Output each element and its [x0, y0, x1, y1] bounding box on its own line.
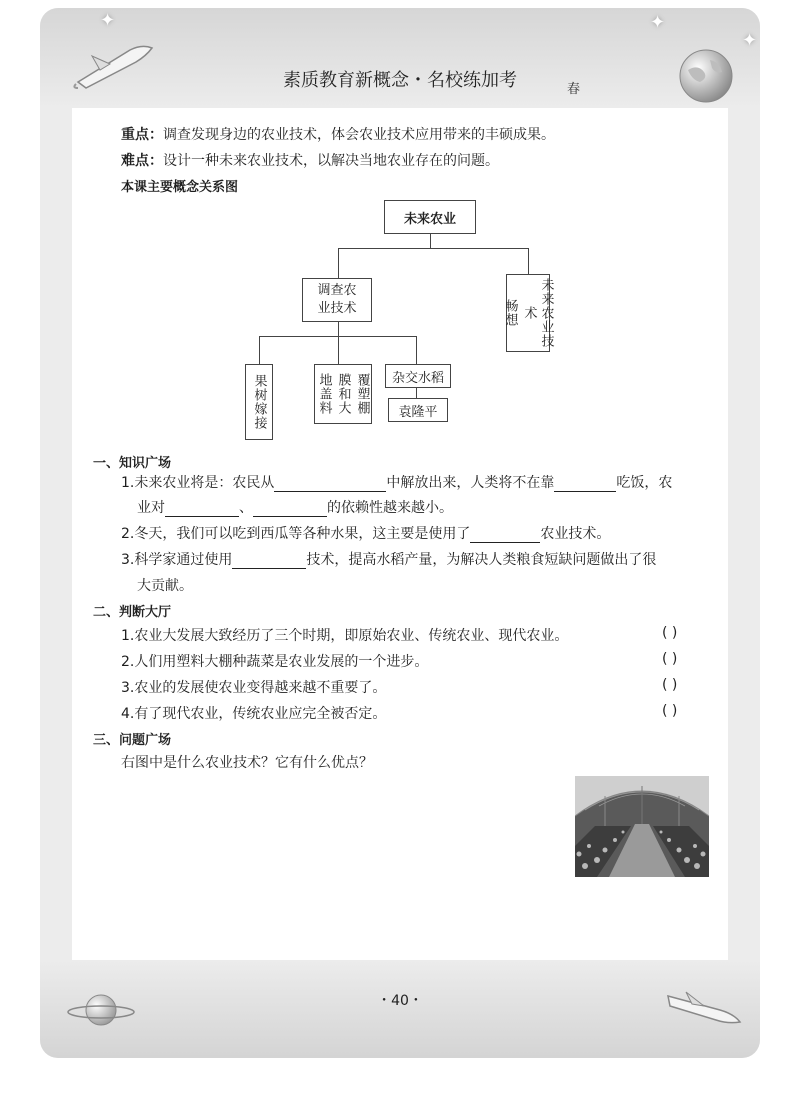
space-shuttle-icon	[664, 984, 744, 1034]
answer-parentheses[interactable]: ( )	[662, 677, 678, 693]
connector	[338, 336, 339, 364]
difficult-point-label: 难点：	[121, 153, 163, 169]
connector	[416, 336, 417, 364]
star-icon: ✦	[100, 10, 116, 31]
concept-survey-technology	[302, 278, 372, 322]
connector	[338, 248, 529, 249]
fill-question-1-line2	[137, 497, 453, 517]
concept-film-col1: 地盖料	[316, 373, 332, 415]
concept-map-title: 本课主要概念关系图	[121, 180, 239, 195]
concept-fruit-text: 果树嫁接	[251, 374, 267, 430]
page-number: ・40・	[377, 993, 423, 1009]
answer-blank[interactable]	[554, 477, 616, 492]
key-point-line	[121, 124, 555, 144]
q3-text-a: 3.科学家通过使用	[121, 552, 233, 568]
star-icon: ✦	[742, 30, 758, 51]
q2-text-b: 农业技术。	[540, 526, 611, 542]
answer-blank[interactable]	[274, 477, 386, 492]
concept-yuan-longping: 袁隆平	[388, 398, 448, 422]
answer-parentheses[interactable]: ( )	[662, 651, 678, 667]
connector	[416, 388, 417, 398]
connector	[338, 322, 339, 336]
key-point-label: 重点：	[121, 127, 163, 143]
connector	[528, 248, 529, 274]
q1-text-b: 中解放出来，人类将不在靠	[386, 475, 555, 491]
q1-text-d: 业对	[137, 500, 165, 516]
q1-text-f: 的依赖性越来越小。	[327, 500, 453, 516]
concept-survey-line1: 调查农	[317, 283, 357, 298]
section-question-square-title: 三、问题广场	[93, 733, 172, 748]
section-judgement-hall-title: 二、判断大厅	[93, 605, 172, 620]
q1-text-e: 、	[239, 500, 253, 516]
answer-blank[interactable]	[470, 528, 540, 543]
star-icon: ✦	[650, 12, 666, 33]
difficult-point-text: 设计一种未来农业技术，以解决当地农业存在的问题。	[163, 153, 499, 169]
concept-film-col2: 膜和大	[335, 373, 351, 415]
concept-plastic-film-greenhouse	[314, 364, 372, 424]
fill-question-3-line1	[121, 549, 656, 569]
connector	[430, 234, 431, 248]
q3-text-b: 技术，提高水稻产量，为解决人类粮食短缺问题做出了很	[306, 552, 657, 568]
q2-text-a: 2.冬天，我们可以吃到西瓜等各种水果，这主要是使用了	[121, 526, 471, 542]
q1-text-c: 吃饭，农	[616, 475, 673, 491]
greenhouse-photo	[575, 776, 709, 877]
difficult-point-line	[121, 150, 499, 170]
concept-film-col3: 覆塑棚	[354, 373, 370, 415]
planet-saturn-icon	[66, 990, 136, 1030]
section-knowledge-square-title: 一、知识广场	[93, 456, 172, 471]
judge-statement-2: 2.人们用塑料大棚种蔬菜是农业发展的一个进步。	[121, 654, 429, 670]
question-greenhouse-photo: 右图中是什么农业技术？它有什么优点？	[121, 755, 373, 771]
answer-parentheses[interactable]: ( )	[662, 703, 678, 719]
concept-root-future-agriculture: 未来农业	[384, 200, 476, 234]
judge-statement-1: 1.农业大发展大致经历了三个时期，即原始农业、传统农业、现代农业。	[121, 628, 569, 644]
fill-question-2	[121, 523, 610, 543]
q1-text-a: 1.未来农业将是：农民从	[121, 475, 275, 491]
page-header-title: 素质教育新概念・名校练加考	[283, 70, 517, 91]
season-label: 春	[567, 82, 581, 97]
connector	[338, 248, 339, 278]
answer-parentheses[interactable]: ( )	[662, 625, 678, 641]
concept-imagine-future-technology	[502, 274, 554, 352]
judge-statement-4: 4.有了现代农业，传统农业应完全被否定。	[121, 706, 387, 722]
concept-imagine-col2: 未来农业技术	[521, 278, 554, 348]
answer-blank[interactable]	[253, 502, 327, 517]
concept-fruit-grafting	[245, 364, 273, 440]
concept-hybrid-rice: 杂交水稻	[385, 364, 451, 388]
answer-blank[interactable]	[232, 554, 306, 569]
judge-statement-3: 3.农业的发展使农业变得越来越不重要了。	[121, 680, 387, 696]
fill-question-1-line1	[121, 472, 672, 492]
concept-survey-line2: 业技术	[317, 301, 357, 316]
answer-blank[interactable]	[165, 502, 239, 517]
connector	[259, 336, 260, 364]
fill-question-3-line2: 大贡献。	[137, 578, 193, 594]
key-point-text: 调查发现身边的农业技术，体会农业技术应用带来的丰硕成果。	[163, 127, 555, 143]
concept-imagine-col1: 畅想	[502, 299, 518, 327]
